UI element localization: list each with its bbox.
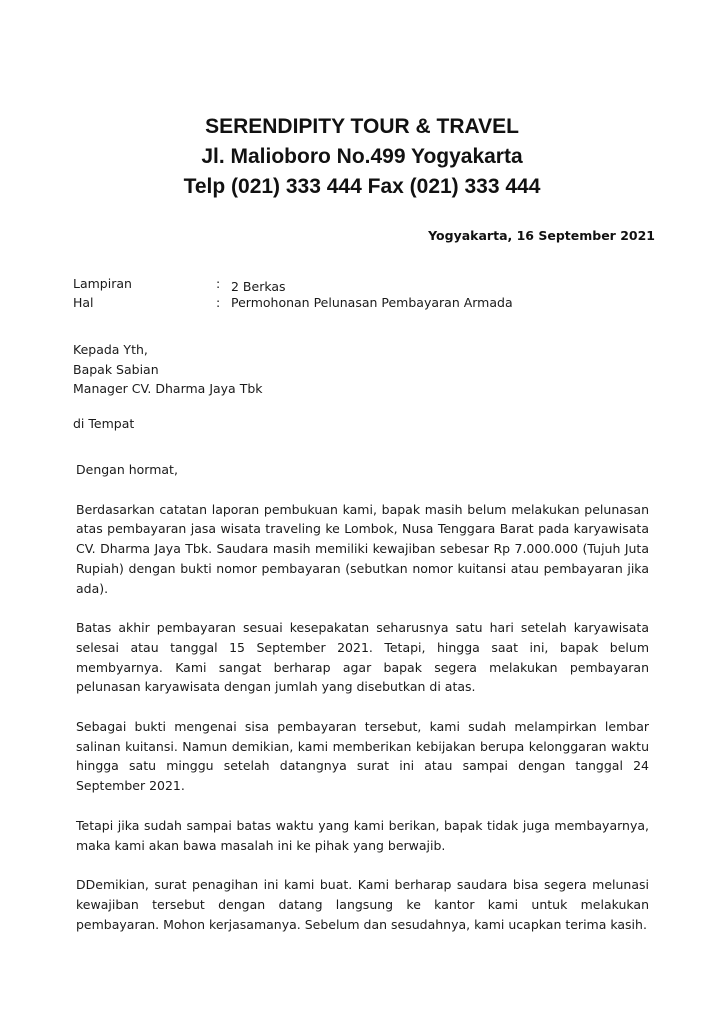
letter-body [76,460,649,954]
body-paragraph-3: Sebagai bukti mengenai sisa pembayaran tersebut, kami sudah melampirkan lembar salinan kuitansi. Namun demikian, kami memberikan kebijakan berupa kelonggaran waktu hingga satu minggu setelah datangnya surat ini atau sampai dengan tanggal 24 September 2021. [76,719,649,794]
lampiran-value: 2 Berkas [231,279,286,294]
letter-date: Yogyakarta, 16 September 2021 [428,228,655,243]
body-paragraph-4: Tetapi jika sudah sampai batas waktu yang kami berikan, bapak tidak juga membayarnya, maka kami akan bawa masalah ini ke pihak yang berwajib. [76,817,649,853]
recipient-block [73,340,263,399]
hal-colon: : [216,295,221,310]
lampiran-label: Lampiran [73,276,132,291]
company-name: SERENDIPITY TOUR & TRAVEL [205,115,519,138]
hal-value: Permohonan Pelunasan Pembayaran Armada [231,295,513,310]
recipient-salutation: Kepada Yth, [73,342,148,357]
recipient-place: di Tempat [73,416,135,431]
recipient-title: Manager CV. Dharma Jaya Tbk [73,381,263,396]
greeting: Dengan hormat, [76,462,178,477]
body-paragraph-1: Berdasarkan catatan laporan pembukuan kami, bapak masih belum melakukan pelunasan atas pembayaran jasa wisata traveling ke Lombok, Nusa Tenggara Barat pada karyawisata CV. Dharma Jaya Tbk. Saudara masih memiliki kewajiban sebesar Rp 7.000.000 (Tujuh Juta Rupiah) dengan bukti nomor pembayaran (sebutkan nomor kuitansi atau pembayaran jika ada). [76,501,649,596]
lampiran-colon: : [216,276,221,291]
recipient-name: Bapak Sabian [73,361,159,377]
letterhead [0,112,724,202]
hal-label: Hal [73,295,94,310]
body-paragraph-5: DDemikian, surat penagihan ini kami buat. Kami berharap saudara bisa segera melunasi kewajiban tersebut dengan datang langsung ke kantor kami untuk melakukan pembayaran. Mohon kerjasamanya. Sebelum dan sesudahnya, kami ucapkan terima kasih. [76,877,649,932]
company-contact: Telp (021) 333 444 Fax (021) 333 444 [183,175,541,198]
company-address: Jl. Malioboro No.499 Yogyakarta [201,145,523,168]
body-paragraph-2: Batas akhir pembayaran sesuai kesepakatan seharusnya satu hari setelah karyawisata selesai atau tanggal 15 September 2021. Tetapi, hingga saat ini, bapak belum membyarnya. Kami sangat berharap agar bapak segera melakukan pembayaran pelunasan karyawisata dengan jumlah yang disebutkan di atas. [76,620,649,695]
